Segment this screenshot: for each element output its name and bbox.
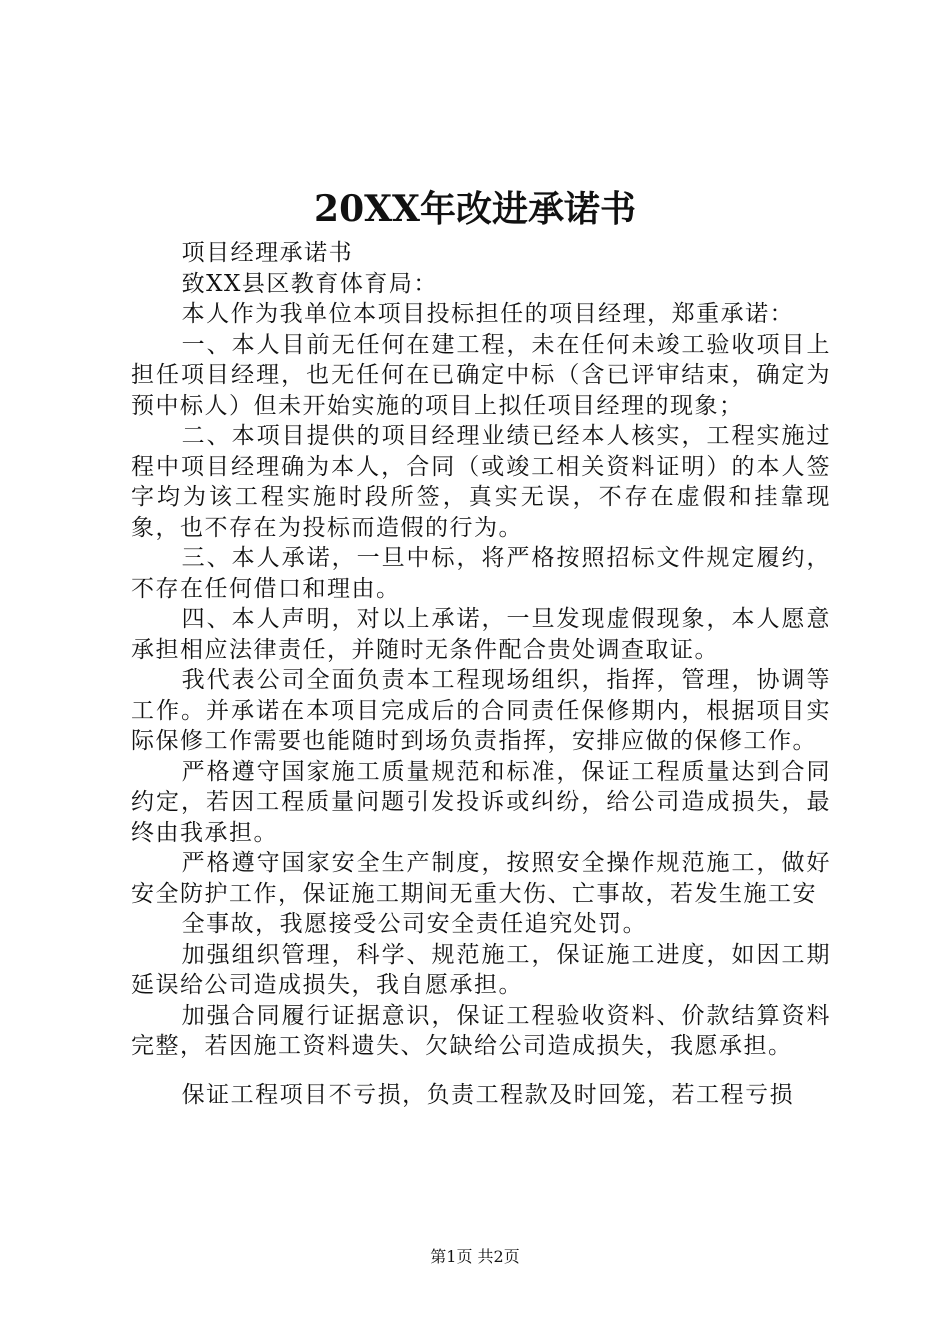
paragraph-addressee: 致XX县区教育体育局： bbox=[181, 270, 438, 297]
page-number: 第1页 共2页 bbox=[430, 1247, 520, 1266]
paragraph-item-4: 四、本人声明，对以上承诺，一旦发现虚假现象，本人愿意承担相应法律责任，并随时无条件配合贵处调查取证。 bbox=[131, 606, 831, 663]
paragraph-item-1: 一、本人目前无任何在建工程，未在任何未竣工验收项目上担任项目经理，也无任何在已确定中标（含已评审结束，确定为预中标人）但未开始实施的项目上拟任项目经理的现象； bbox=[131, 331, 831, 419]
paragraph-heading: 项目经理承诺书 bbox=[181, 240, 354, 266]
paragraph-safety: 严格遵守国家安全生产制度，按照安全操作规范施工，做好安全防护工作，保证施工期间无重大伤、亡事故，若发生施工安 bbox=[131, 850, 831, 907]
paragraph-spacer bbox=[131, 1062, 831, 1080]
paragraph-item-3: 三、本人承诺，一旦中标，将严格按照招标文件规定履约，不存在任何借口和理由。 bbox=[131, 545, 831, 602]
paragraph-contract: 加强合同履行证据意识，保证工程验收资料、价款结算资料完整，若因施工资料遗失、欠缺给公司造成损失，我愿承担。 bbox=[131, 1002, 831, 1059]
document-title: 20XX年改进承诺书 bbox=[314, 188, 636, 230]
paragraph-responsibility: 我代表公司全面负责本工程现场组织，指挥，管理，协调等工作。并承诺在本项目完成后的合同责任保修期内，根据项目实际保修工作需要也能随时到场负责指挥，安排应做的保修工作。 bbox=[131, 667, 831, 754]
document-body bbox=[131, 238, 831, 1110]
paragraph-quality: 严格遵守国家施工质量规范和标准，保证工程质量达到合同约定，若因工程质量问题引发投诉或纠纷，给公司造成损失，最终由我承担。 bbox=[131, 758, 831, 846]
paragraph-item-2: 二、本项目提供的项目经理业绩已经本人核实，工程实施过程中项目经理确为本人，合同（或竣工相关资料证明）的本人签字均为该工程实施时段所签，真实无误，不存在虚假和挂靠现象，也不存在为投标而造假的行为。 bbox=[131, 423, 831, 541]
paragraph-safety-continued: 全事故，我愿接受公司安全责任追究处罚。 bbox=[181, 911, 648, 937]
paragraph-intro: 本人作为我单位本项目投标担任的项目经理，郑重承诺： bbox=[181, 301, 795, 327]
paragraph-schedule: 加强组织管理，科学、规范施工，保证施工进度，如因工期延误给公司造成损失，我自愿承担。 bbox=[131, 941, 831, 998]
paragraph-profit: 保证工程项目不亏损，负责工程款及时回笼，若工程亏损 bbox=[181, 1081, 795, 1108]
